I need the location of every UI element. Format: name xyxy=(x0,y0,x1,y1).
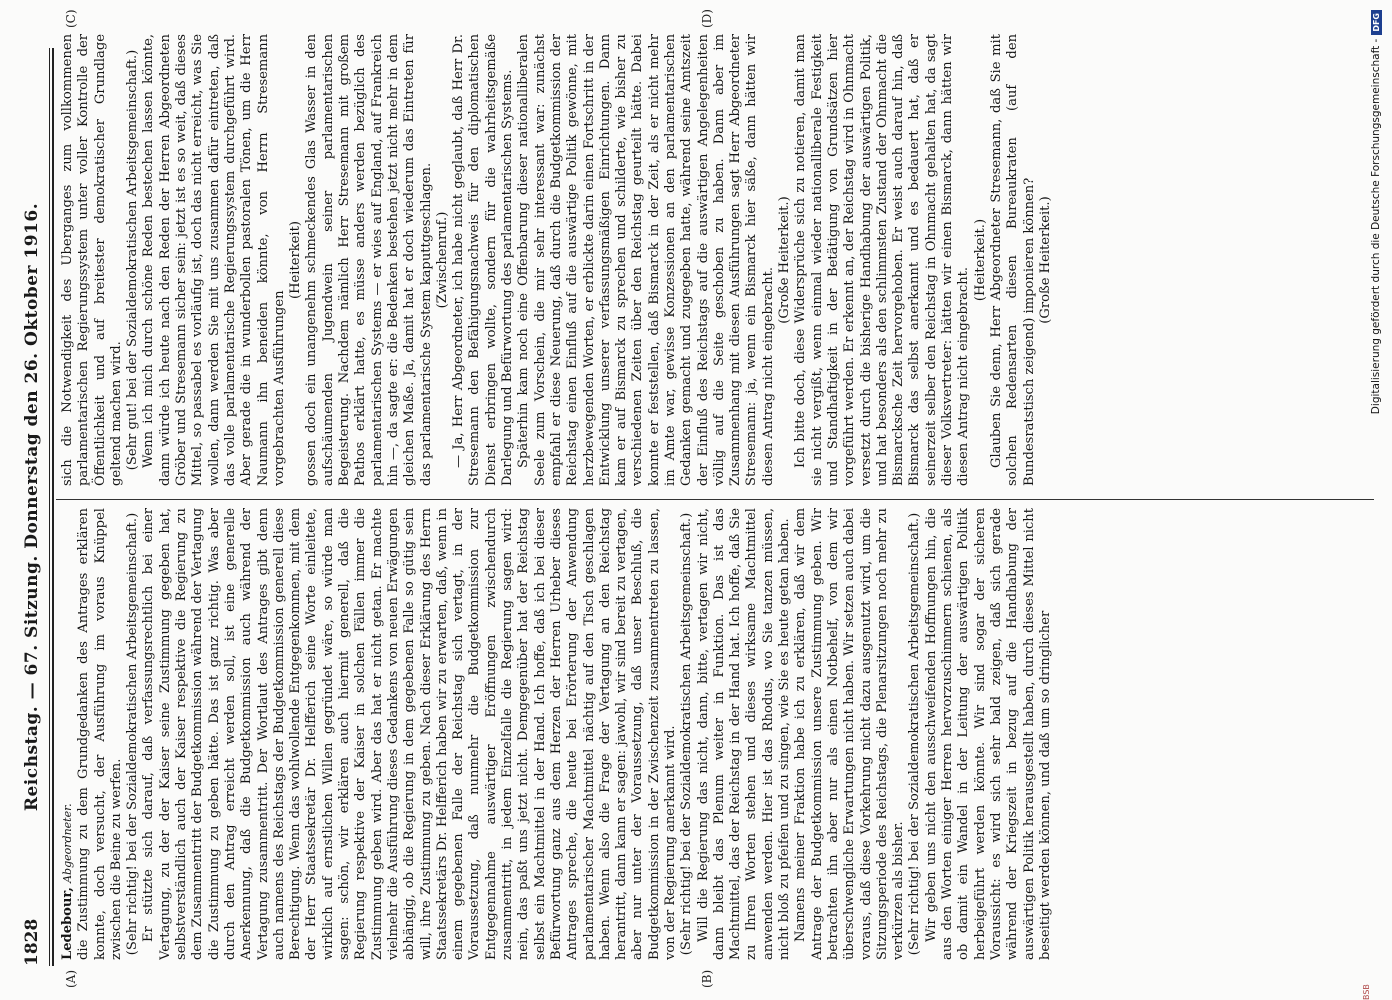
paragraph: Wenn ich mich durch schöne Reden bestechen lassen könnte, dann würde ich heute nach den Reden der Herren Abgeordneten Gröber und Stresemann sicher sein: jetzt ist es so weit, daß dieses Mittel, so passabel es vorläufig ist, doch das nicht erreicht, was Sie wollen, dann werden Sie mit uns zusammen dafür eintreten, daß das volle parlamentarische Regierungssystem durchgeführt wird. Aber gerade die in wunderbollen pastoralen Tönen, um die Herr Naumann ihn beneiden könnte, von Herrn Stresemann vorgebrachten Ausführungen xyxy=(141,34,287,486)
page-number: 1828 xyxy=(22,918,42,966)
interjection: (Heiterkeit) xyxy=(288,221,304,299)
interjection: (Heiterkeit.) xyxy=(972,218,988,302)
speaker-role: Abgeordneter. xyxy=(61,803,74,883)
interjection: (Große Heiterkeit.) xyxy=(1037,196,1053,324)
paragraph: Glauben Sie denn, Herr Abgeordneter Stresemann, daß Sie mit solchen Redensarten diesen Bureaukraten (auf den Bundesratstisch zeigend) imponieren können? xyxy=(988,34,1037,486)
interjection: (Sehr richtig! bei der Sozialdemokratischen Arbeitsgemeinschaft.) xyxy=(907,512,923,956)
interjection: (Sehr gut! bei der Sozialdemokratischen Arbeitsgemeinschaft.) xyxy=(125,49,141,471)
paragraph: Er stützte sich darauf, daß verfassungsrechtlich bei einer Vertagung, zu der der Kaiser seine Zustimmung gegeben hat, selbstverständlich auch der Kaiser respektive die Regierung zu dem Zusammentritt der Budgetkommission während der Vertagung die Zustimmung zu geben hätte. Das ist ganz richtig. Was aber durch den Antrag erreicht werden soll, ist eine generelle Anerkennung, daß die Budgetkommission auch während der Vertagung zusammentritt. Der Wortlaut des Antrages gibt denn auch namens des Reichstags der Budgetkommission generell diese Berechtigung. Wenn das wohlwollende Entgegenkommen, mit dem der Herr Staatssekretär Dr. Helfferich seine Worte einleitete, wirklich auf ernstlichen Willen gegründet wäre, so würde man sagen: schön, wir erklären auch hiermit generell, daß die Regierung respektive der Kaiser in solchen Fällen immer die Zustimmung geben wird. Aber das hat er nicht getan. Er machte vielmehr die Ausführung dieses Gedankens von neuen Erwägungen abhängig, ob die Regierung in dem gegebenen Falle so gütig sein will, ihre Zustimmung zu geben. Nach dieser Erklärung des Herrn Staatssekretärs Dr. Helfferich haben wir zu erwarten, daß, wenn in einem gegebenen Falle der Reichstag sich vertagt, in der Voraussetzung, daß nunmehr die Budgetkommission zur Entgegennahme auswärtiger Eröffnungen zwischendurch zusammentritt, in jedem Einzelfalle die Regierung sagen wird: nein, das paßt uns jetzt nicht. Demgegenüber hat der Reichstag selbst ein Machtmittel in der Hand. Ich hoffe, daß ich bei dieser Befürwortung ganz aus dem Herzen der Herren Urheber dieses Antrages spreche, die heute bei Erörterung der Anwendung parlamentarischer Machtmittel nächtig auf den Tisch geschlagen haben. Wenn also die Frage der Vertagung an den Reichstag herantritt, dann kann er sagen: jawohl, wir sind bereit zu vertagen, aber nur unter der Voraussetzung, daß unser Beschluß, die Budgetkommission in der Zwischenzeit zusammentreten zu lassen, von der Regierung anerkannt wird. xyxy=(141,508,678,960)
margin-label-d: (D) xyxy=(700,9,714,28)
left-column xyxy=(60,508,1372,960)
paragraph: gossen doch ein unangenehm schmeckendes Glas Wasser in den aufschäumenden Jugendwein seiner parlamentarischen Begeisterung. Nachdem nämlich Herr Stresemann mit großem Pathos erklärt hatte, es müsse anders werden bezüglich des parlamentarischen Systems — er wies auf England, auf Frankreich hin —, da sagte er: die Bedenken bestehen jetzt nicht mehr in dem gleichen Maße. Ja, damit hat er doch wiederum das Eintreten für das parlamentarische System kaputtgeschlagen. xyxy=(304,34,434,486)
library-stamp: BSB xyxy=(1362,984,1371,1000)
running-title: Reichstag. — 67. Sitzung. Donnerstag den 26. Oktober 1916. xyxy=(22,202,42,812)
paragraph: — Ja, Herr Abgeordneter, ich habe nicht geglaubt, daß Herr Dr. Stresemann den Befähigungsnachweis für den diplomatischen Dienst erbringen wollte, sondern für die wahrheitsgemäße Darlegung und Befürwortung des parlamentarischen Systems. xyxy=(451,34,516,486)
margin-label-b: (B) xyxy=(700,969,714,988)
paragraph: Späterhin kam noch eine Offenbarung dieser nationalliberalen Seele zum Vorschein, die mir sehr interessant war: zunächst empfahl er diese Neuerung, daß durch die Budgetkommission der Reichstag einen Einfluß auf die auswärtige Politik gewönne, mit herzbewegenden Worten, er erblickte darin einen Fortschritt in der Entwicklung unserer verfassungsmäßigen Einrichtungen. Dann kam er auf Bismarck zu sprechen und schilderte, wie bisher zu verschiedenen Zeiten über den Reichstag geurteilt hätte. Dabei konnte er feststellen, daß Bismarck in der Zeit, als er nicht mehr im Amte war, gewisse Konzessionen an den parlamentarischen Gedanken gemacht und zugegeben hatte, während seine Amtszeit der Einfluß des Reichstags auf die auswärtigen Angelegenheiten völlig auf die Seite geschoben zu haben. Dann aber im Zusammenhang mit diesen Ausführungen sagt Herr Abgeordneter Stresemann: ja, wenn ein Bismarck hier säße, dann hätten wir diesen Antrag nicht eingebracht. xyxy=(516,34,776,486)
interjection: (Sehr richtig! bei der Sozialdemokratischen Arbeitsgemeinschaft.) xyxy=(679,512,695,956)
paragraph: sich die Notwendigkeit des Überganges zum vollkommenen parlamentarischen Regierungssystem unter voller Kontrolle der Öffentlichkeit und auf breitester demokratischer Grundlage geltend machen wird. xyxy=(60,34,124,486)
speaker-name: Ledebour, xyxy=(60,887,75,960)
page-header xyxy=(22,48,48,966)
interjection: (Sehr richtig! bei der Sozialdemokratischen Arbeitsgemeinschaft.) xyxy=(125,512,141,956)
digitization-text: Digitalisierung gefördert durch die Deutsche Forschungsgemeinschaft - xyxy=(1370,38,1382,415)
paragraph: Ich bitte doch, diese Widersprüche sich zu notieren, damit man sie nicht vergißt, wenn einmal wieder nationalliberale Festigkeit und Standhaftigkeit in der Betätigung von Grundsätzen hier vorgeführt werden. Er erkennt an, der Reichstag wird in Ohnmacht versetzt durch die bisherige Handhabung der auswärtigen Politik, und hat besonders als den schlimmsten Zustand der Ohnmacht die Bismarcksche Zeit hervorgehoben. Er weist auch darauf hin, daß Bismarck das selbst anerkannt und es bedauert hat, daß er seinerzeit selber den Reichstag in Ohnmacht gehalten hat, da sagt dieser Volksvertreter: hätten wir einen Bismarck, dann hätten wir diesen Antrag nicht eingebracht. xyxy=(793,34,972,486)
header-rule-thick xyxy=(52,48,54,966)
interjection: (Zwischenruf.) xyxy=(434,211,450,309)
digitization-note xyxy=(1370,10,1382,750)
margin-label-c: (C) xyxy=(64,9,78,28)
header-rule xyxy=(49,48,50,966)
margin-label-a: (A) xyxy=(64,969,78,988)
paragraph: Wir geben uns nicht den ausschweifenden Hoffnungen hin, die aus den Worten einiger Herren hervorzuschimmern schienen, als ob damit ein Wandel in der Leitung der auswärtigen Politik herbeigeführt werden könnte. Wir sind sogar der sicheren Voraussicht: es wird sich sehr bald zeigen, daß sich gerade während der Kriegszeit in bezug auf die Handhabung der auswärtigen Politik herausgestellt haben, durch dieses Mittel nicht beseitigt werden können, und daß um so dringlicher xyxy=(923,508,1053,960)
column-divider xyxy=(56,499,1374,500)
paragraph: die Zustimmung zu dem Grundgedanken des Antrages erklären konnte, doch versucht, der Ausführung im voraus Knüppel zwischen die Beine zu werfen. xyxy=(76,508,124,960)
dfg-logo: DFG xyxy=(1371,10,1382,35)
paragraph: Will die Regierung das nicht, dann, bitte, vertagen wir nicht, dann bleibt das Plenum weiter in Funktion. Das ist das Machtmittel, das der Reichstag in der Hand hat. Ich hoffe, daß Sie zu Ihren Worten stehen und dieses wirksame Machtmittel anwenden werden. Hier ist das Rhodus, wo Sie tanzen müssen, nicht bloß zu pfeifen und zu singen, wie Sie es heute getan haben. xyxy=(695,508,793,960)
right-column xyxy=(60,34,1372,486)
paragraph: Namens meiner Fraktion habe ich zu erklären, daß wir dem Antrage der Budgetkommission unsere Zustimmung geben. Wir betrachten ihn aber nur als einen Notbehelf, von dem wir überschwengliche Erwartungen nicht haben. Wir setzen auch dabei voraus, daß diese Vorkehrung nicht dazu ausgenutzt wird, um die Sitzungsperiode des Reichstags, die Plenarsitzungen noch mehr zu verkürzen als bisher. xyxy=(793,508,907,960)
speaker-line xyxy=(60,508,76,960)
interjection: (Große Heiterkeit.) xyxy=(777,196,793,324)
